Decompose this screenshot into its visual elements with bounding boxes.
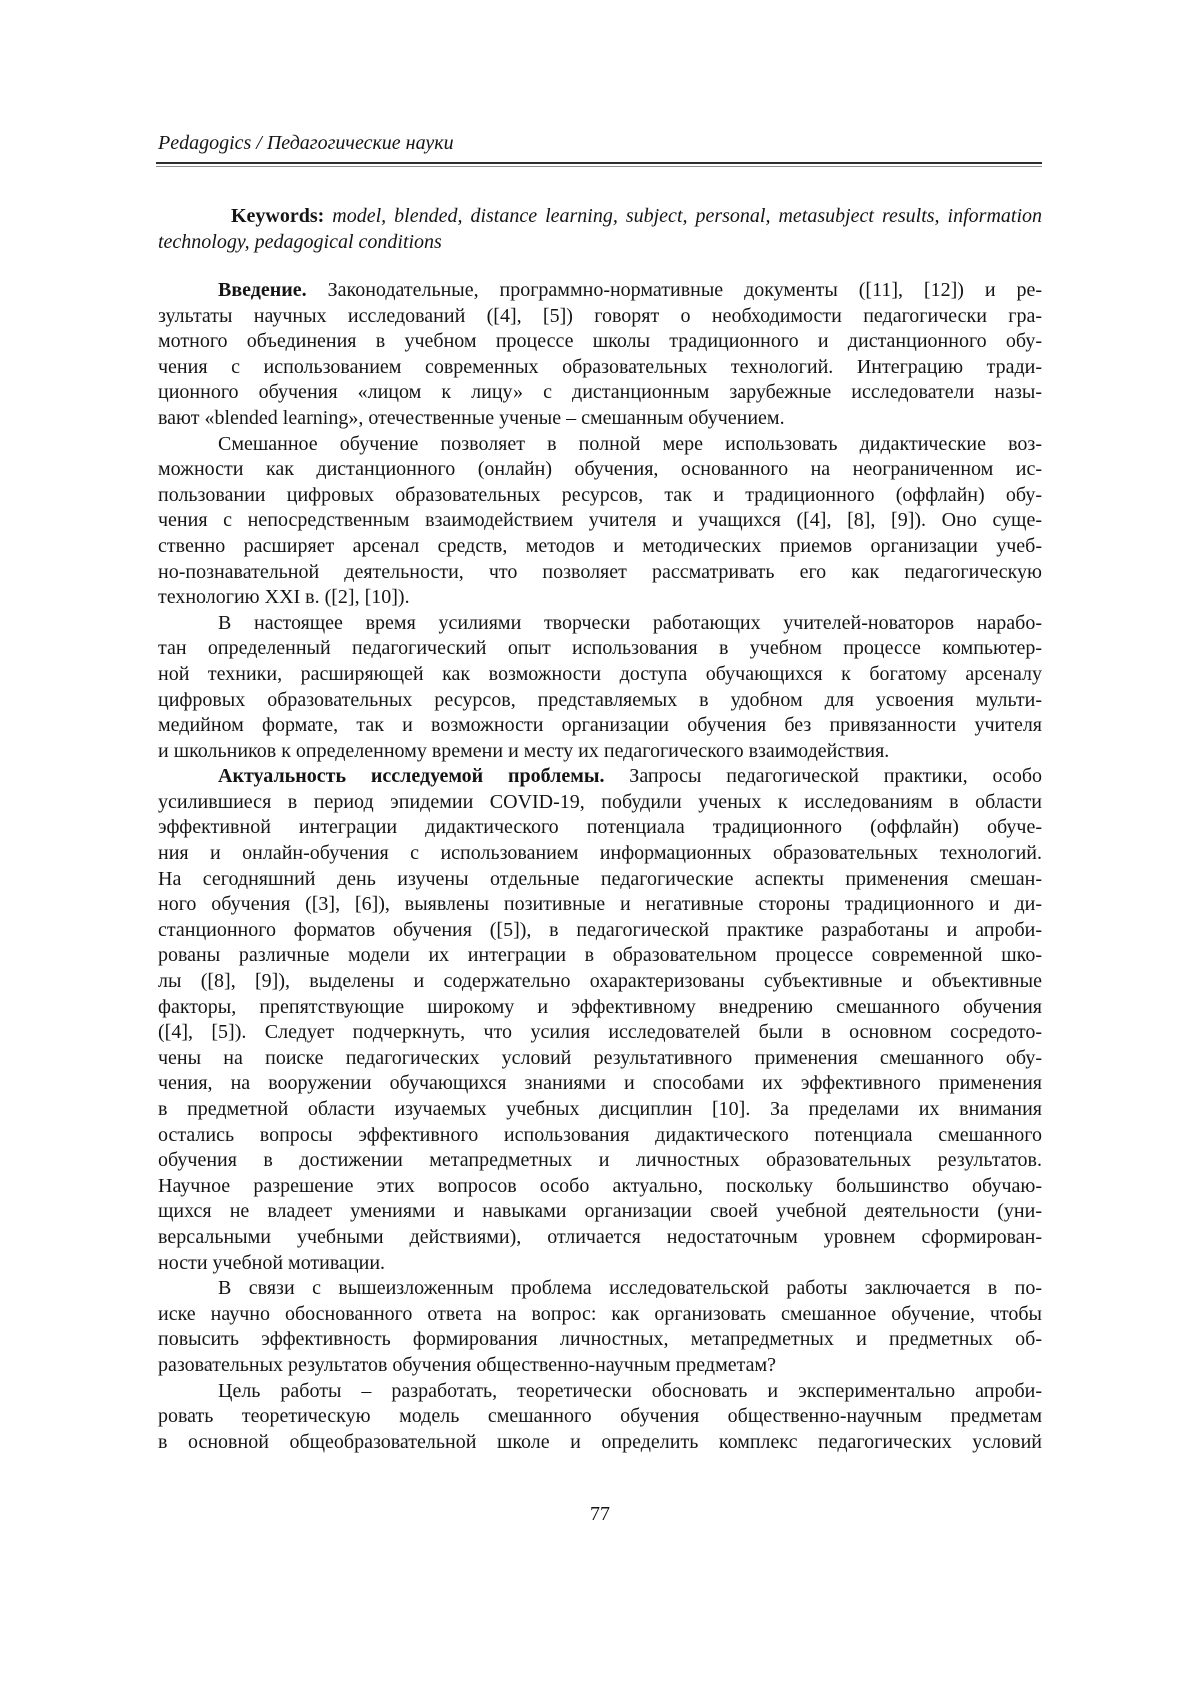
text-line: ([4], [5]). Следует подчеркнуть, что усилия исследователей были в основном сосредото- [158, 1021, 1042, 1044]
text-line: повысить эффективность формирования личностных, метапредметных и предметных об- [158, 1328, 1042, 1351]
text-line: Смешанное обучение позволяет в полной мере использовать дидактические воз- [218, 432, 1042, 455]
text-line: и школьников к определенному времени и месту их педагогического взаимодействия. [158, 739, 890, 762]
text-line: станционного форматов обучения ([5]), в педагогической практике разработаны и апроби- [158, 918, 1042, 941]
text-line: эффективной интеграции дидактического потенциала традиционного (оффлайн) обуче- [158, 816, 1042, 839]
text-line: ровать теоретическую модель смешанного обучения общественно-научным предметам [158, 1405, 1042, 1428]
text-line: тан определенный педагогический опыт использования в учебном процессе компьютер- [158, 637, 1042, 660]
text-line: но-познавательной деятельности, что позволяет рассматривать его как педагогическую [158, 560, 1042, 583]
text-line: ния и онлайн-обучения с использованием информационных образовательных технологий. [158, 842, 1042, 865]
text-line: иске научно обоснованного ответа на вопрос: как организовать смешанное обучение, чтобы [158, 1302, 1042, 1325]
keywords-line-1 [158, 203, 1042, 229]
text-line: пользовании цифровых образовательных ресурсов, так и традиционного (оффлайн) обу- [158, 483, 1042, 506]
text-line: чения с непосредственным взаимодействием учителя и учащихся ([4], [8], [9]). Оно суще- [158, 509, 1042, 532]
text-line: в основной общеобразовательной школе и определить комплекс педагогических условий [158, 1430, 1042, 1453]
text-line: Научное разрешение этих вопросов особо актуально, поскольку большинство обучаю- [158, 1174, 1042, 1197]
text-line: лы ([8], [9]), выделены и содержательно охарактеризованы субъективные и объективные [158, 970, 1042, 993]
text-line: усилившиеся в период эпидемии COVID-19, побудили ученых к исследованиям в области [158, 790, 1042, 813]
text-line: ности учебной мотивации. [158, 1251, 386, 1274]
text-line: Актуальность исследуемой проблемы. Запросы педагогической практики, особо [218, 765, 1042, 788]
text-line: ственно расширяет арсенал средств, методов и методических приемов организации учеб- [158, 534, 1042, 557]
keywords-line-2: technology, pedagogical conditions [158, 231, 442, 253]
text-line: ной техники, расширяющей как возможности доступа обучающихся к богатому арсеналу [158, 662, 1042, 685]
text-line: чения, на вооружении обучающихся знаниями и способами их эффективного применения [158, 1072, 1042, 1095]
keywords-block [158, 203, 1042, 255]
page-number: 77 [590, 1503, 610, 1525]
text-line: разовательных результатов обучения общественно-научным предметам? [158, 1353, 777, 1376]
text-line: мотного объединения в учебном процессе школы традиционного и дистанционного обу- [158, 330, 1042, 353]
article-body [158, 278, 1042, 1455]
header-rule [156, 162, 1042, 167]
text-line: ционного обучения «лицом к лицу» с дистанционным зарубежные исследователи назы- [158, 381, 1042, 404]
paragraph-lead: Введение. [218, 279, 307, 301]
text-line: В связи с вышеизложенным проблема исследовательской работы заключается в по- [218, 1277, 1042, 1300]
text-line: В настоящее время усилиями творчески работающих учителей-новаторов нарабо- [218, 611, 1042, 634]
text-line: медийном формате, так и возможности организации обучения без привязанности учителя [158, 714, 1042, 737]
text-line: факторы, препятствующие широкому и эффективному внедрению смешанного обучения [158, 995, 1042, 1018]
text-line: зультаты научных исследований ([4], [5]) говорят о необходимости педагогически гра- [158, 304, 1042, 327]
text-line: остались вопросы эффективного использования дидактического потенциала смешанного [158, 1123, 1042, 1146]
keywords-label: Keywords: [231, 205, 325, 227]
running-header: Pedagogics / Педагогические науки [158, 132, 454, 154]
text-line: обучения в достижении метапредметных и личностных образовательных результатов. [158, 1149, 1042, 1172]
text-line: Цель работы – разработать, теоретически обосновать и экспериментально апроби- [218, 1379, 1042, 1402]
text-line: На сегодняшний день изучены отдельные педагогические аспекты применения смешан- [158, 867, 1042, 890]
text-line: чения с использованием современных образовательных технологий. Интеграцию тради- [158, 355, 1042, 378]
text-line: щихся не владеет умениями и навыками организации своей учебной деятельности (уни- [158, 1200, 1042, 1223]
text-line: рованы различные модели их интеграции в образовательном процессе современной шко- [158, 944, 1042, 967]
paragraph-lead: Актуальность исследуемой проблемы. [218, 765, 605, 788]
text-line: версальными учебными действиями), отличается недостаточным уровнем сформирован- [158, 1225, 1042, 1248]
text-line: можности как дистанционного (онлайн) обучения, основанного на неограниченном ис- [158, 458, 1042, 481]
text-line: технологию XXI в. ([2], [10]). [158, 586, 410, 609]
text-line: чены на поиске педагогических условий результативного применения смешанного обу- [158, 1046, 1042, 1069]
text-line: вают «blended learning», отечественные ученые – смешанным обучением. [158, 406, 785, 429]
text-line: ного обучения ([3], [6]), выявлены позитивные и негативные стороны традиционного и ди- [158, 893, 1042, 916]
text-line: цифровых образовательных ресурсов, представляемых в удобном для усвоения мульти- [158, 688, 1042, 711]
text-line: в предметной области изучаемых учебных дисциплин [10]. За пределами их внимания [158, 1098, 1042, 1120]
keywords-text: model, blended, distance learning, subject, personal, metasubject results, information [324, 205, 1042, 227]
text-line: Введение. Законодательные, программно-нормативные документы ([11], [12]) и ре- [218, 279, 1042, 301]
